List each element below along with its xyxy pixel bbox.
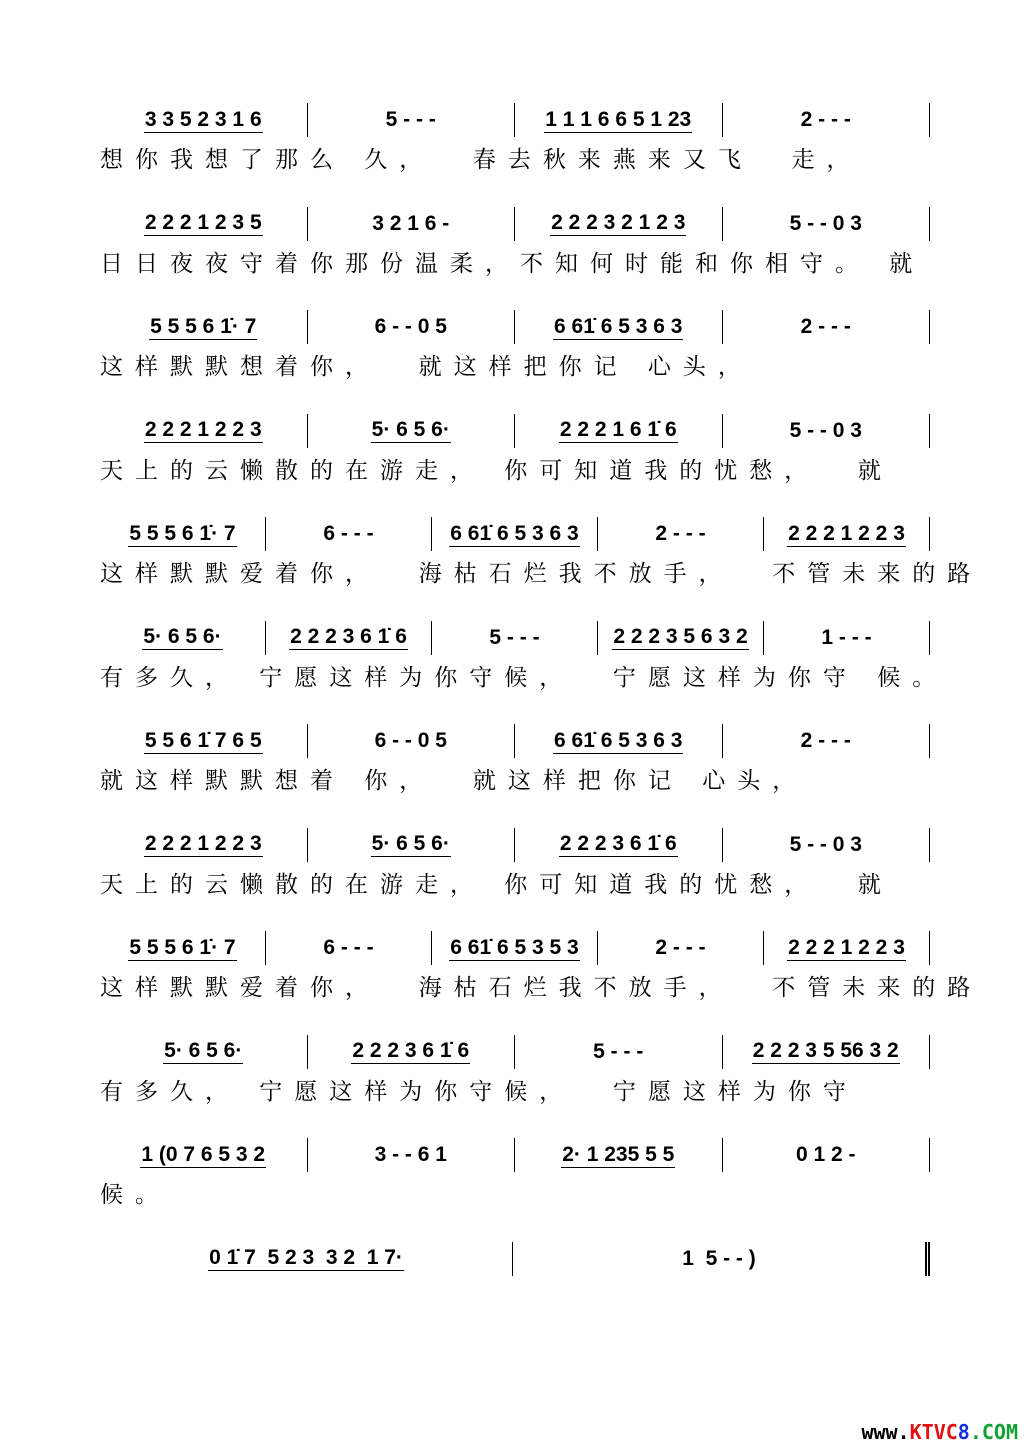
measure — [100, 828, 308, 862]
lyrics-row: 这样默默爱着你， 海枯石烂我不放手， 不管未来的路 — [100, 975, 983, 1001]
measure — [100, 414, 308, 448]
notation-row — [100, 514, 930, 554]
watermark-com: .COM — [969, 1420, 1018, 1444]
measure — [515, 207, 723, 241]
score-line — [100, 1135, 930, 1239]
notation-row — [100, 411, 930, 451]
measure-notes: 2 2 2 3 5 56 3 2 — [752, 1039, 899, 1062]
measure-notes: 2 2 2 1 2 2 3 — [144, 418, 262, 441]
measure — [723, 1035, 931, 1069]
score — [100, 100, 983, 1342]
lyrics-row: 有多久， 宁愿这样为你守候， 宁愿这样为你守 候。 — [100, 664, 948, 691]
score-line — [100, 825, 930, 929]
measure — [515, 828, 723, 862]
measure — [432, 517, 598, 551]
notation-row — [100, 1032, 930, 1072]
measure — [723, 207, 931, 241]
measure — [266, 931, 432, 965]
measure — [764, 931, 930, 965]
notation-row — [100, 825, 930, 865]
measure — [100, 1242, 513, 1276]
measure — [266, 621, 432, 655]
measure — [308, 724, 516, 758]
lyrics-row: 有多久， 宁愿这样为你守候， 宁愿这样为你守 — [100, 1078, 858, 1105]
measure — [598, 517, 764, 551]
lyrics-row: 想你我想了那么 久， 春去秋来燕来又飞 走， — [100, 147, 862, 173]
measure — [100, 207, 308, 241]
measure-notes: 2 2 2 1 2 2 3 — [788, 935, 905, 959]
measure-notes: 5 5 5 6 1̇· 7 — [129, 521, 236, 545]
measure — [515, 414, 723, 448]
measure-notes: 5 5 5 6 1̇· 7 — [129, 935, 236, 959]
measure-notes: 6 61̇ 6 5 3 6 3 — [450, 521, 579, 545]
lyrics-row: 天上的云懒散的在游走， 你可知道我的忧愁， 就 — [100, 871, 893, 898]
score-line — [100, 1032, 930, 1136]
watermark — [861, 1420, 1018, 1444]
watermark-eight: 8 — [957, 1420, 970, 1444]
measure — [266, 517, 432, 551]
measure — [515, 103, 723, 137]
notation-row — [100, 100, 930, 140]
score-line — [100, 721, 930, 825]
lyrics-row: 候。 — [100, 1182, 170, 1208]
measure — [308, 1138, 516, 1172]
measure — [723, 828, 931, 862]
measure — [513, 1242, 930, 1276]
notation-row — [100, 204, 930, 244]
measure — [308, 103, 516, 137]
measure-notes: 2 - - - — [800, 108, 851, 131]
measure — [100, 931, 266, 965]
measure — [100, 103, 308, 137]
measure-notes: 6 61̇ 6 5 3 5 3 — [450, 935, 579, 959]
measure — [308, 310, 516, 344]
notation-row — [100, 307, 930, 347]
measure-notes: 5· 6 5 6· — [143, 625, 222, 648]
measure-notes: 2 - - - — [800, 315, 851, 338]
score-line — [100, 928, 983, 1032]
measure-notes: 0 1 2 - — [795, 1143, 856, 1166]
measure-notes: 6 - - 0 5 — [374, 315, 447, 338]
measure — [515, 1035, 723, 1069]
measure — [100, 724, 308, 758]
measure-notes: 5 - - - — [593, 1039, 644, 1063]
measure — [432, 931, 598, 965]
measure-notes: 5 5 6 1̇ 7 6 5 — [144, 728, 262, 752]
measure — [723, 103, 931, 137]
measure-notes: 5· 6 5 6· — [164, 1039, 243, 1062]
measure-notes: 1 - - - — [821, 625, 872, 649]
measure — [764, 517, 930, 551]
measure-notes: 2 2 2 3 5 6 3 2 — [613, 625, 748, 648]
measure — [723, 1138, 931, 1172]
measure-notes: 2 2 2 1 2 2 3 — [788, 521, 905, 545]
score-line — [100, 514, 983, 618]
lyrics-row: 就这样默默想着 你， 就这样把你记 心头， — [100, 768, 808, 794]
score-line — [100, 618, 948, 722]
measure — [515, 1138, 723, 1172]
measure-notes: 2 2 2 3 6 1̇ 6 — [290, 625, 407, 648]
measure-notes: 2 - - - — [655, 936, 706, 959]
lyrics-row: 这样默默想着你， 就这样把你记 心头， — [100, 354, 753, 380]
measure — [100, 517, 266, 551]
measure-notes: 0 1̇ 7 5 2 3 3 2 1 7· — [209, 1246, 403, 1269]
measure-notes: 2 - - - — [800, 729, 851, 752]
measure-notes: 3 3 5 2 3 1 6 — [144, 107, 262, 131]
measure-notes: 1 5 - - ) — [682, 1246, 756, 1270]
measure-notes: 2 2 2 1 2 3 5 — [144, 211, 262, 234]
measure — [723, 724, 931, 758]
measure-notes: 2 2 2 1 6 1̇ 6 — [559, 418, 677, 441]
measure-notes: 5 - - 0 3 — [789, 832, 862, 856]
measure-notes: 5 - - 0 3 — [789, 418, 862, 442]
measure-notes: 6 61̇ 6 5 3 6 3 — [554, 728, 683, 752]
lyrics-row: 这样默默爱着你， 海枯石烂我不放手， 不管未来的路 — [100, 561, 983, 587]
measure-notes: 3 2 1 6 - — [372, 211, 450, 235]
watermark-www: www. — [861, 1420, 910, 1444]
measure-notes: 2 - - - — [655, 522, 706, 545]
notation-row — [100, 721, 930, 761]
measure — [308, 828, 516, 862]
notation-row — [100, 928, 930, 968]
measure — [100, 1035, 308, 1069]
measure — [515, 724, 723, 758]
measure — [308, 414, 516, 448]
measure-notes: 2 2 2 3 2 1 2 3 — [551, 211, 686, 234]
score-line — [100, 100, 930, 204]
measure-notes: 6 - - - — [323, 936, 374, 959]
notation-row — [100, 618, 930, 658]
measure-notes: 6 - - - — [323, 522, 374, 545]
measure-notes: 1 1 1 6 6 5 1 23 — [545, 107, 692, 131]
measure — [515, 310, 723, 344]
measure-notes: 3 - - 6 1 — [374, 1143, 447, 1166]
measure-notes: 5 - - - — [489, 625, 540, 649]
watermark-brand: KTVC — [909, 1420, 958, 1444]
measure-notes: 5 - - - — [385, 108, 436, 131]
lyrics-row: 天上的云懒散的在游走， 你可知道我的忧愁， 就 — [100, 457, 893, 484]
measure-notes: 5 5 5 6 1̇· 7 — [150, 314, 257, 338]
measure — [764, 621, 930, 655]
measure-notes: 5· 6 5 6· — [371, 418, 450, 441]
score-line — [100, 307, 930, 411]
measure-notes: 6 61̇ 6 5 3 6 3 — [554, 314, 683, 338]
measure — [432, 621, 598, 655]
notation-row — [100, 1135, 930, 1175]
measure-notes: 5 - - 0 3 — [789, 211, 862, 235]
measure — [598, 931, 764, 965]
measure — [308, 207, 516, 241]
measure-notes: 6 - - 0 5 — [374, 729, 447, 752]
measure-notes: 2 2 2 3 6 1̇ 6 — [559, 832, 677, 855]
measure — [100, 310, 308, 344]
lyrics-row — [100, 1279, 930, 1319]
measure-notes: 2 2 2 3 6 1̇ 6 — [352, 1039, 470, 1062]
score-line — [100, 204, 930, 308]
lyrics-row: 日日夜夜守着你那份温柔，不知何时能和你相守。 就 — [100, 250, 925, 277]
score-line — [100, 411, 930, 515]
measure-notes: 2· 1 235 5 5 — [562, 1142, 675, 1166]
measure — [723, 310, 931, 344]
notation-row — [100, 1239, 930, 1279]
measure — [723, 414, 931, 448]
measure-notes: 5· 6 5 6· — [371, 832, 450, 855]
measure — [308, 1035, 516, 1069]
measure — [100, 1138, 308, 1172]
measure-notes: 1 (0 7 6 5 3 2 — [141, 1142, 266, 1166]
measure — [100, 621, 266, 655]
measure — [598, 621, 764, 655]
measure-notes: 2 2 2 1 2 2 3 — [144, 832, 262, 855]
score-line — [100, 1239, 930, 1343]
